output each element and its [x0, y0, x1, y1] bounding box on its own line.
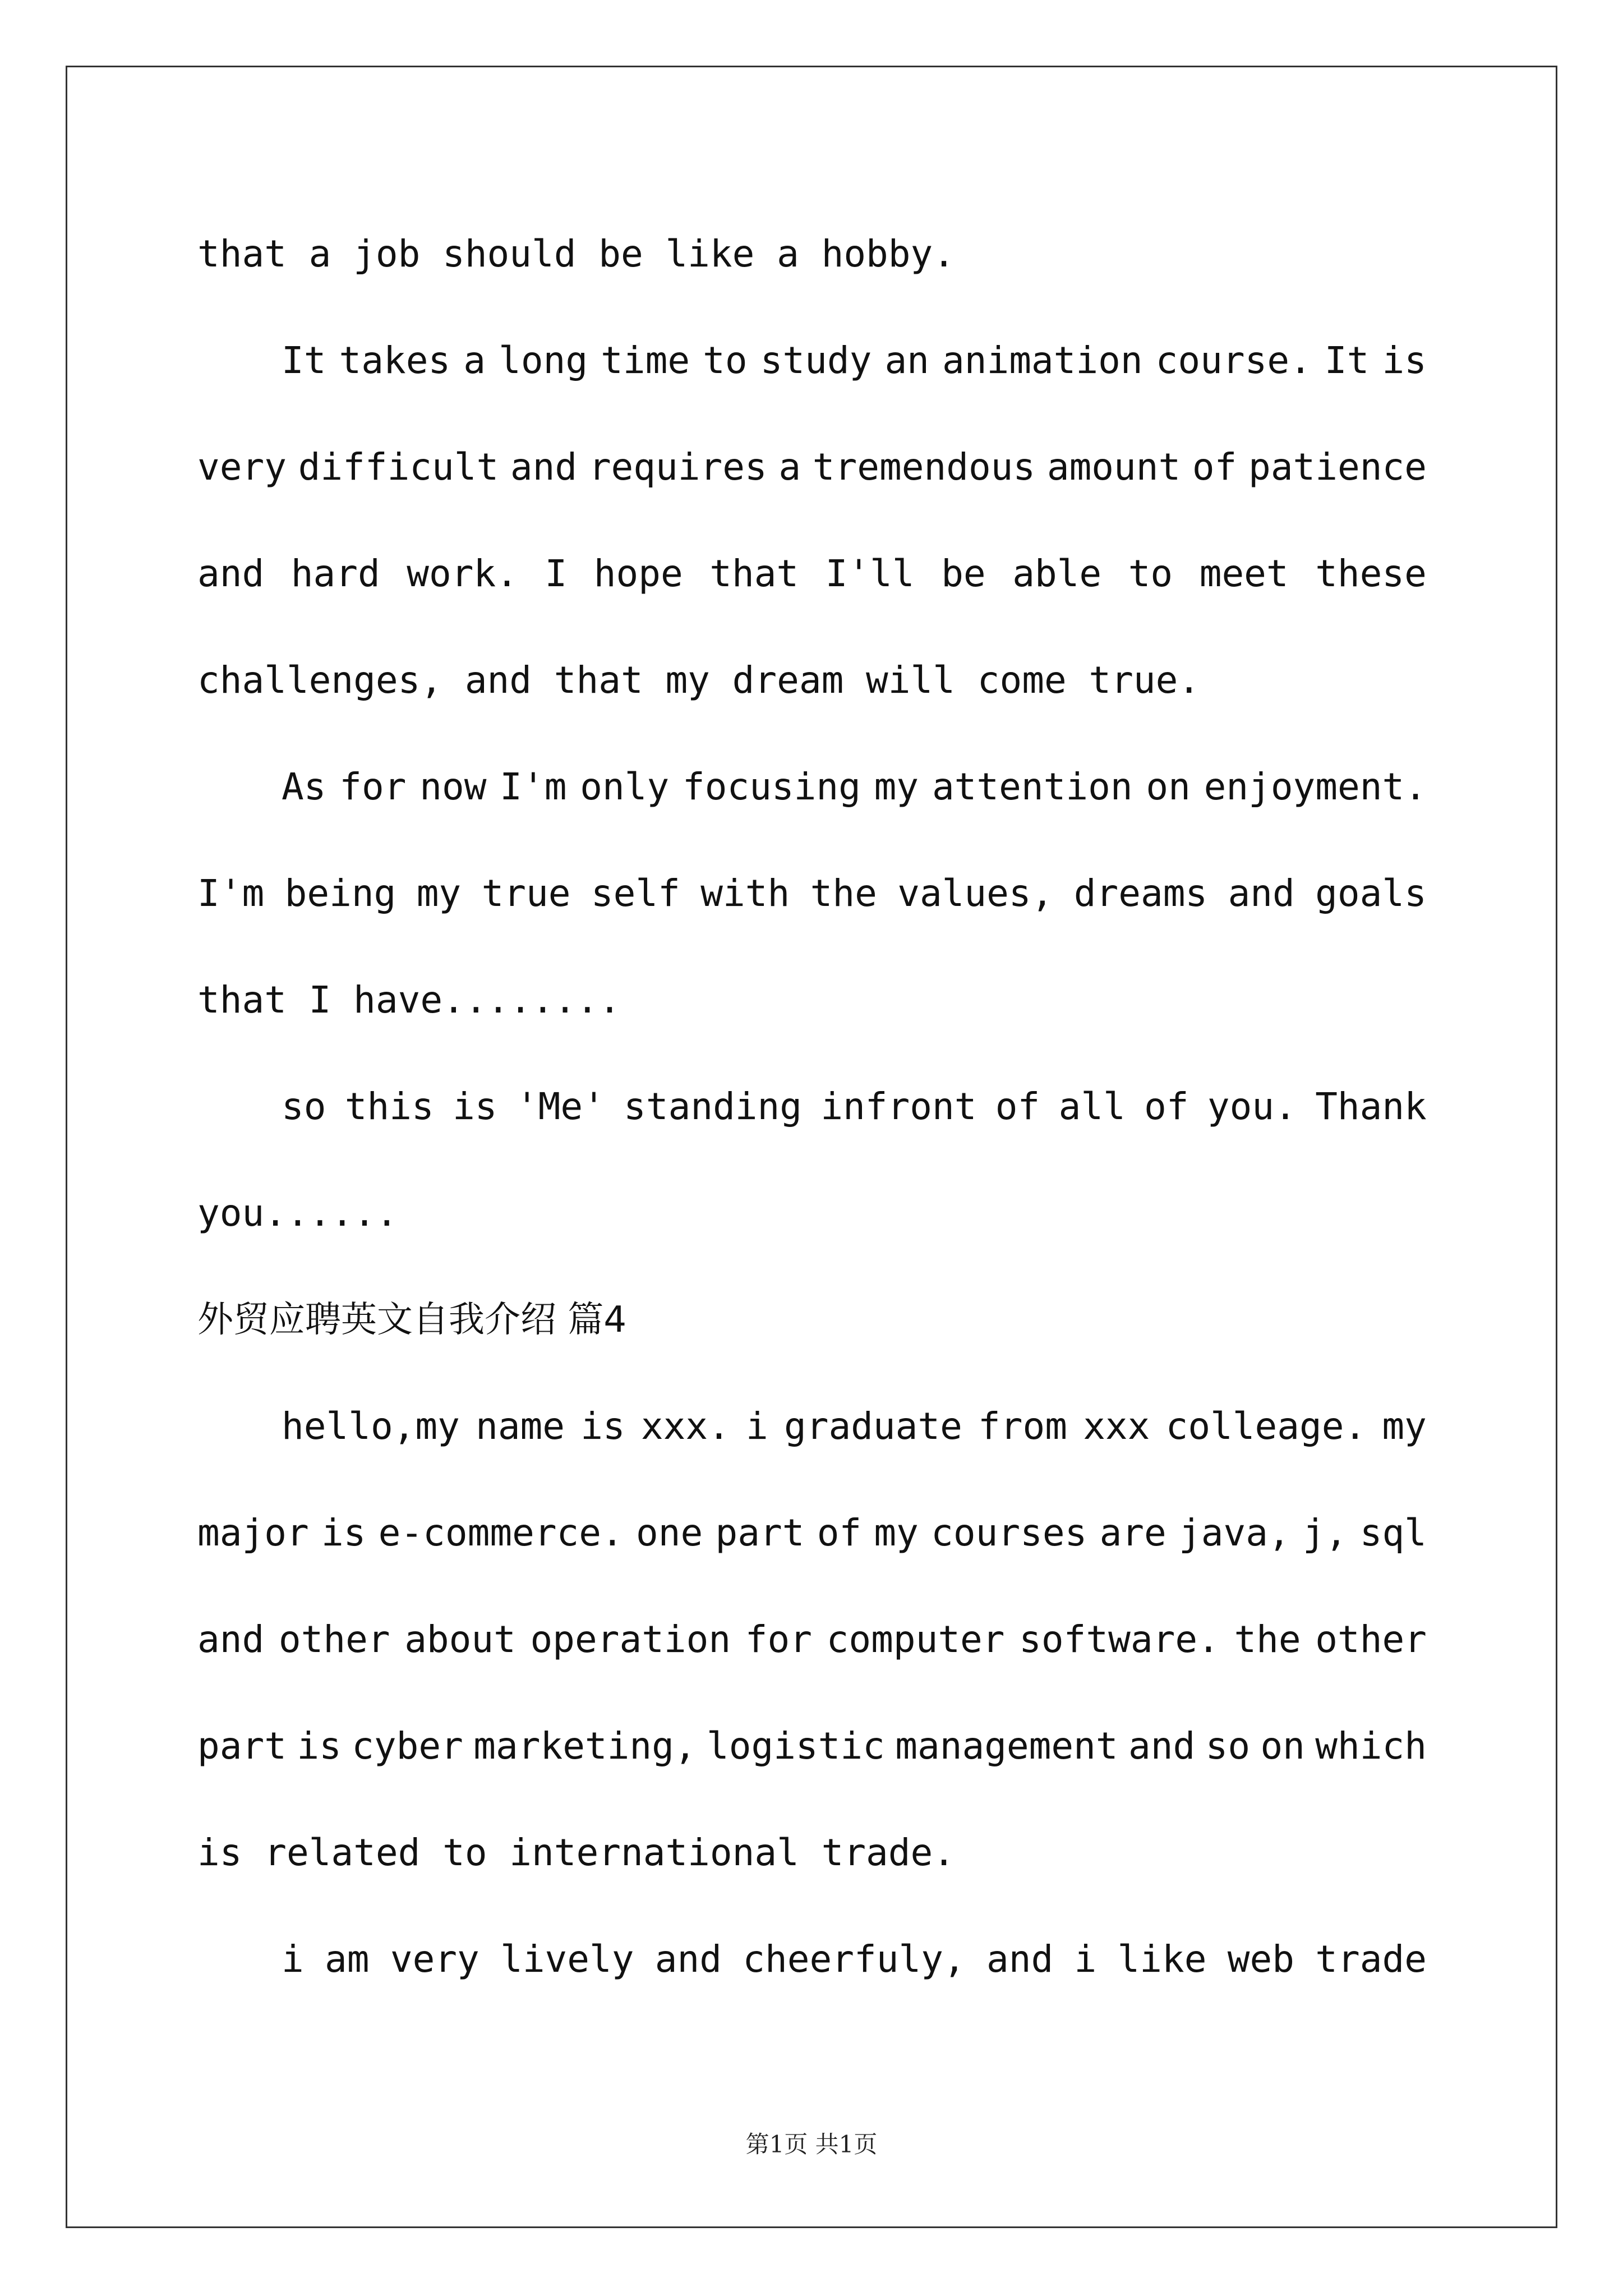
text-line-16: is related to international trade. [197, 1831, 956, 1874]
word: attention [932, 765, 1133, 808]
word: operation [530, 1618, 731, 1661]
word: values, [897, 872, 1054, 915]
text-line-7 [197, 863, 1427, 924]
word: I'm [500, 765, 567, 808]
word: very [390, 1938, 479, 1981]
word: It [1324, 339, 1370, 382]
word: be [941, 552, 986, 595]
text-line-4 [197, 543, 1427, 605]
word: tremendous [812, 445, 1036, 489]
word: amount [1046, 445, 1181, 489]
word: that [709, 552, 799, 595]
word: like [1117, 1938, 1207, 1981]
word: with [700, 872, 790, 915]
word: on [1146, 765, 1191, 808]
text-line-1: that a job should be like a hobby. [197, 232, 956, 275]
text-line-13 [197, 1502, 1427, 1564]
text-line-14 [197, 1609, 1427, 1671]
word: course. [1155, 339, 1312, 382]
word: focusing [683, 765, 861, 808]
word: xxx [1083, 1405, 1150, 1448]
word: courses [931, 1511, 1087, 1554]
word: takes [339, 339, 451, 382]
word: of [817, 1511, 862, 1554]
word: the [810, 872, 877, 915]
word: work. [407, 552, 518, 595]
word: to [703, 339, 748, 382]
word: j, [1302, 1511, 1348, 1554]
word: my [416, 872, 462, 915]
word: is [453, 1085, 497, 1128]
text-line-12 [197, 1396, 1427, 1457]
text-line-8: that I have........ [197, 978, 621, 1022]
page-footer: 第1页 共1页 [745, 2131, 878, 2158]
word: I'll [825, 552, 915, 595]
word: other [1315, 1618, 1427, 1661]
word: from [978, 1405, 1067, 1448]
section-heading: 外贸应聘英文自我介绍 篇4 [197, 1299, 627, 1341]
word: self [591, 872, 680, 915]
text-line-9 [197, 1076, 1427, 1138]
word: hello,my [282, 1405, 460, 1448]
text-line-6 [197, 756, 1427, 818]
word: able [1012, 552, 1102, 595]
word: lively [500, 1938, 634, 1981]
word: enjoyment. [1204, 765, 1427, 808]
word: which [1315, 1724, 1427, 1768]
word: difficult [298, 445, 499, 489]
text-line-5: challenges, and that my dream will come true. [197, 659, 1201, 702]
word: dreams [1073, 872, 1208, 915]
word: standing [624, 1085, 803, 1128]
word: all [1058, 1085, 1126, 1128]
word: is [297, 1724, 342, 1768]
word: for [745, 1618, 812, 1661]
word: true [481, 872, 571, 915]
word: computer [826, 1618, 1005, 1661]
word: very [197, 445, 287, 489]
word: to [1128, 552, 1173, 595]
word: of [1144, 1085, 1189, 1128]
word: and [654, 1938, 722, 1981]
word: web [1227, 1938, 1294, 1981]
word: part [715, 1511, 805, 1554]
word: part [197, 1724, 287, 1768]
word: my [874, 765, 919, 808]
word: java, [1179, 1511, 1290, 1554]
text-line-15 [197, 1715, 1427, 1777]
word: i [746, 1405, 768, 1448]
word: major [197, 1511, 309, 1554]
word: infront [820, 1085, 977, 1128]
text-line-3 [197, 436, 1427, 498]
text-line-2 [197, 330, 1427, 392]
word: and [197, 1618, 265, 1661]
word: and [986, 1938, 1054, 1981]
word: trade [1315, 1938, 1427, 1981]
word: about [404, 1618, 516, 1661]
word: are [1099, 1511, 1166, 1554]
word: on [1260, 1724, 1305, 1768]
word: for [339, 765, 407, 808]
word: is [1382, 339, 1427, 382]
word: i [1074, 1938, 1097, 1981]
word: my [1382, 1405, 1427, 1448]
word: this [344, 1085, 434, 1128]
word: marketing, [473, 1724, 697, 1768]
word: name [476, 1405, 565, 1448]
word: It [282, 339, 326, 382]
word: is [321, 1511, 366, 1554]
word: sql [1359, 1511, 1427, 1554]
word: and [1228, 872, 1295, 915]
word: study [760, 339, 872, 382]
word: e-commerce. [378, 1511, 624, 1554]
word: am [325, 1938, 370, 1981]
word: graduate [783, 1405, 962, 1448]
word: and [1128, 1724, 1196, 1768]
word: time [601, 339, 690, 382]
word: goals [1315, 872, 1427, 915]
word: logistic [706, 1724, 885, 1768]
word: a [778, 445, 801, 489]
word: cheerfuly, [743, 1938, 966, 1981]
word: is [580, 1405, 625, 1448]
word: colleage. [1165, 1405, 1367, 1448]
word: I [545, 552, 568, 595]
word: now [419, 765, 487, 808]
word: hope [593, 552, 683, 595]
word: other [278, 1618, 390, 1661]
word: long [499, 339, 588, 382]
word: the [1234, 1618, 1301, 1661]
word: these [1315, 552, 1427, 595]
word: so [1205, 1724, 1251, 1768]
word: management [895, 1724, 1118, 1768]
word: of [995, 1085, 1040, 1128]
word: xxx. [640, 1405, 730, 1448]
word: meet [1199, 552, 1289, 595]
word: I'm [197, 872, 265, 915]
word: animation [942, 339, 1143, 382]
word: my [874, 1511, 919, 1554]
word: Thank [1315, 1085, 1427, 1128]
word: As [282, 765, 326, 808]
word: and [510, 445, 578, 489]
word: of [1192, 445, 1237, 489]
word: patience [1248, 445, 1427, 489]
word: i [282, 1938, 304, 1981]
word: requires [588, 445, 767, 489]
word: 'Me' [515, 1085, 605, 1128]
word: only [580, 765, 670, 808]
word: software. [1019, 1618, 1220, 1661]
text-line-17 [197, 1929, 1427, 1990]
word: cyber [352, 1724, 463, 1768]
word: you. [1207, 1085, 1297, 1128]
word: a [463, 339, 486, 382]
word: hard [291, 552, 380, 595]
word: being [284, 872, 396, 915]
word: and [197, 552, 265, 595]
text-line-10: you...... [197, 1191, 398, 1235]
word: so [282, 1085, 326, 1128]
word: one [636, 1511, 703, 1554]
word: an [884, 339, 929, 382]
